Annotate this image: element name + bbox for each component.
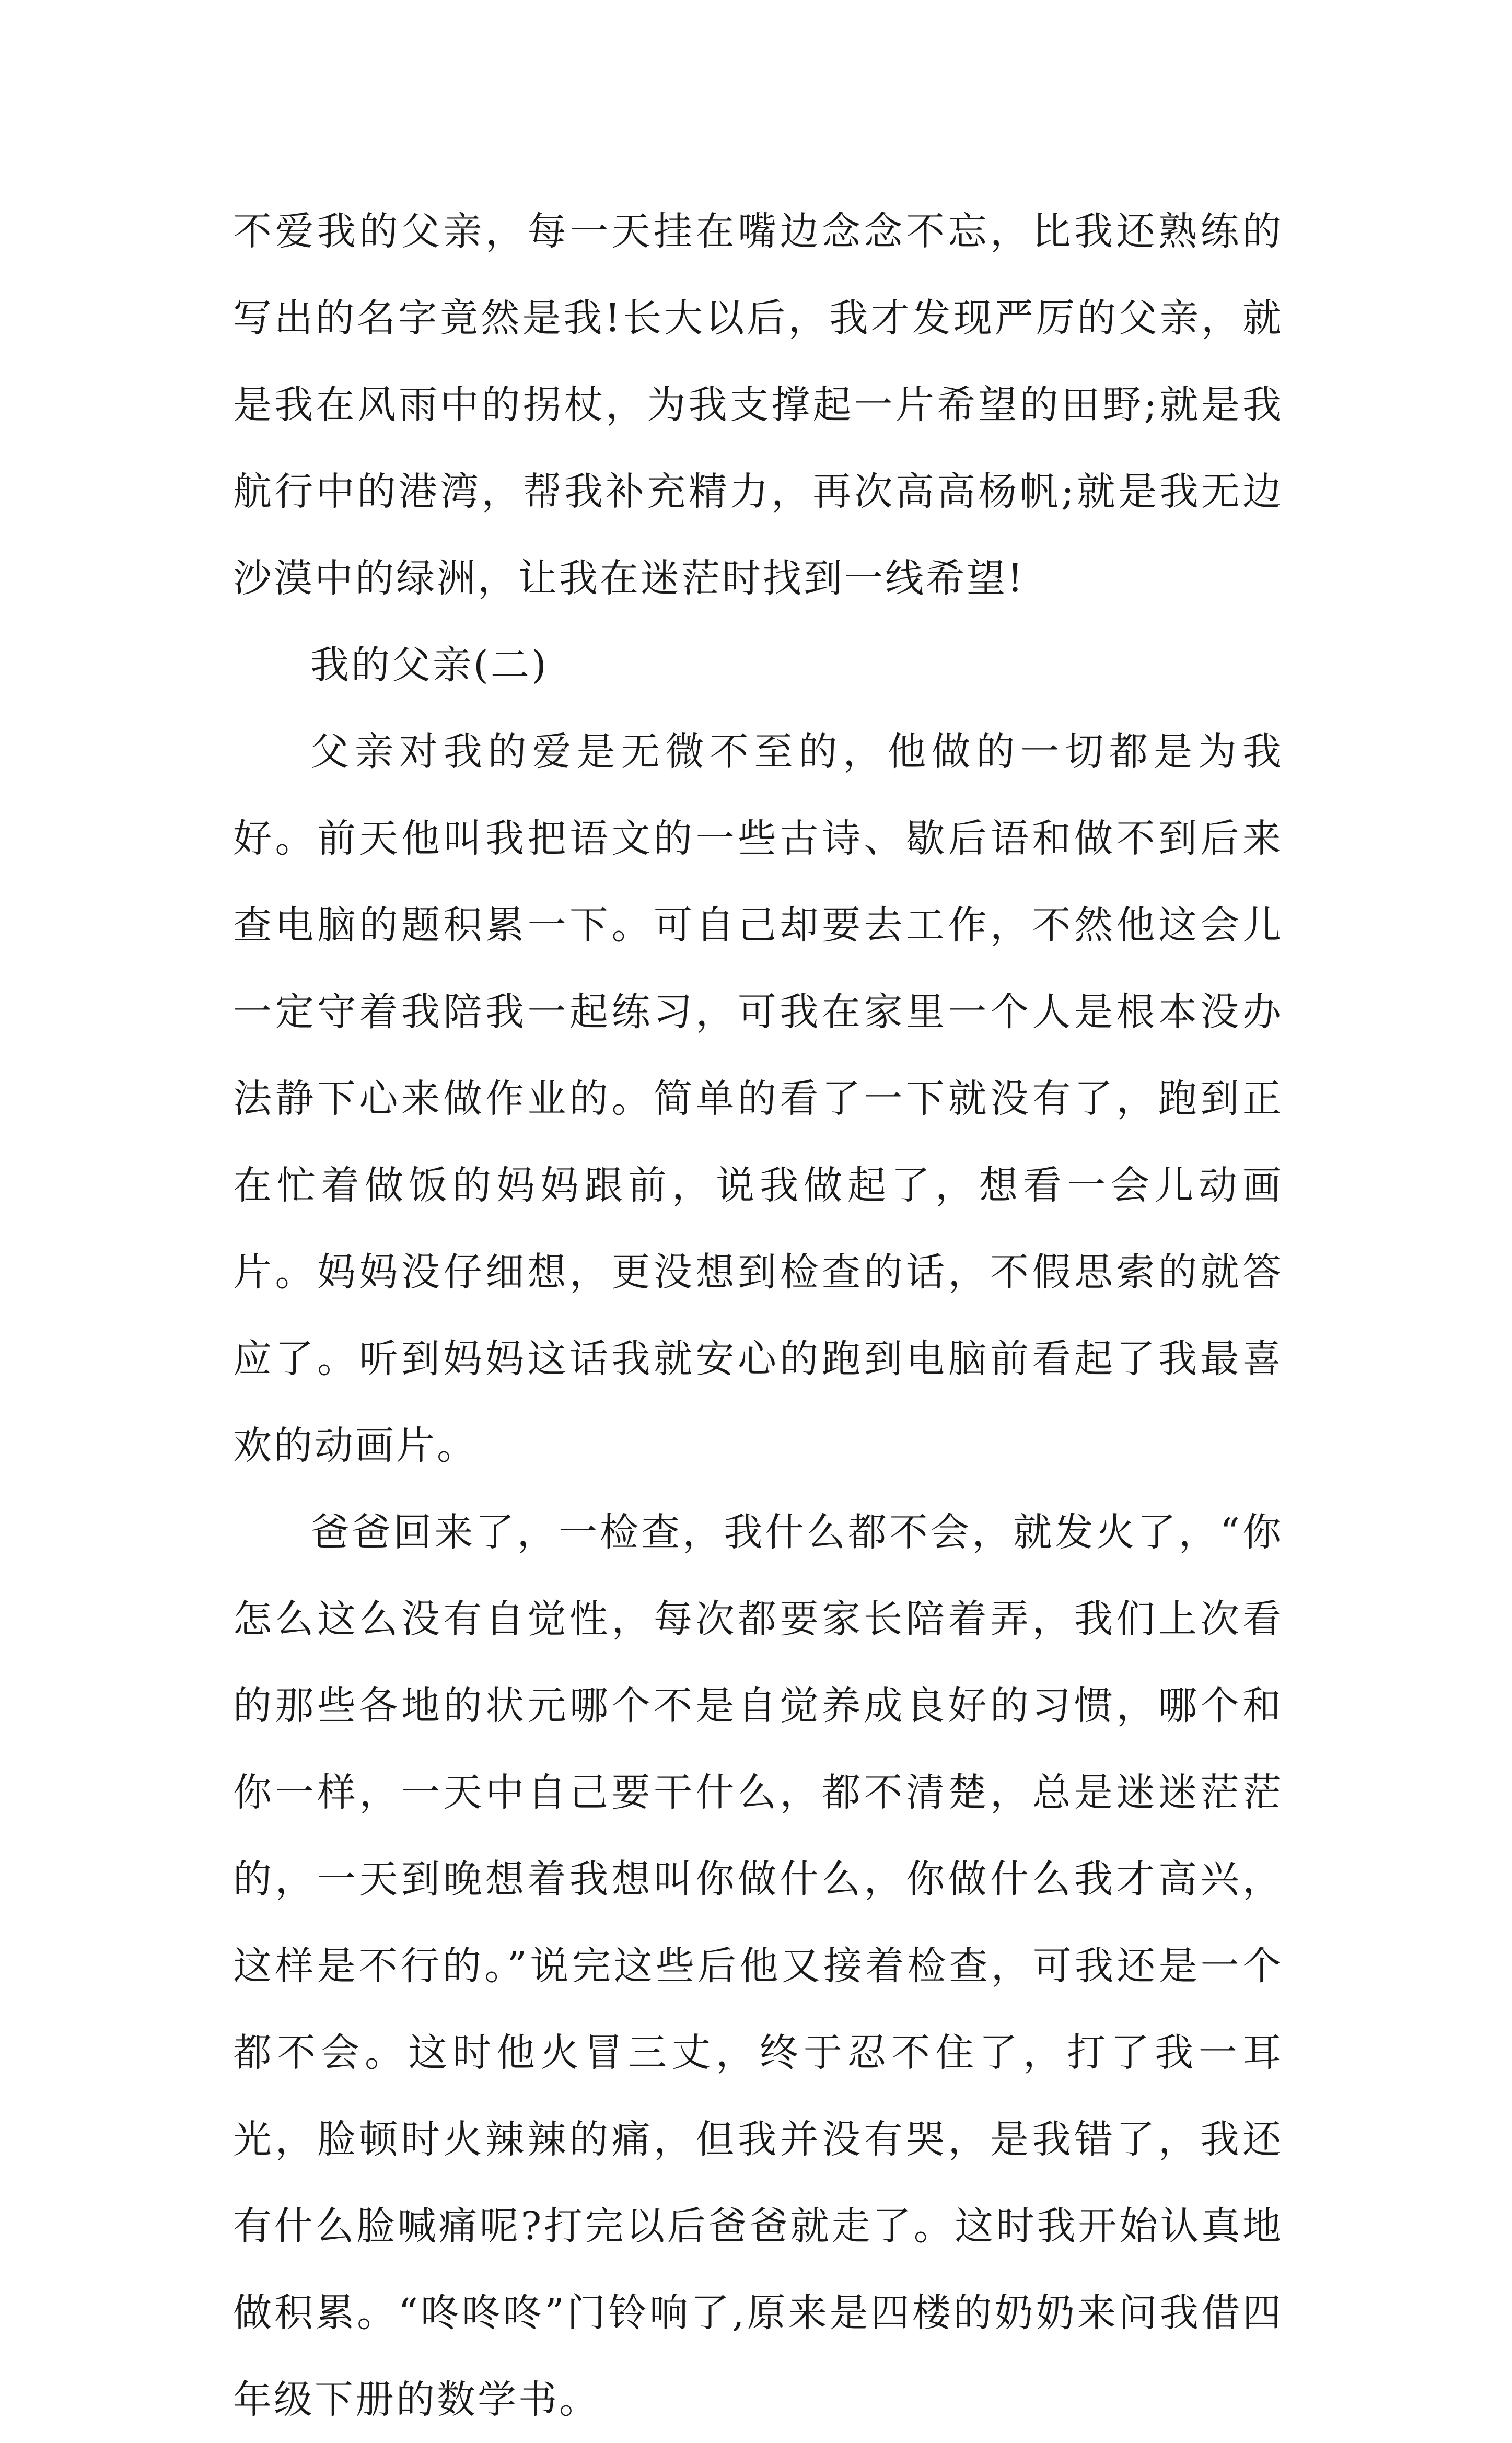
document-body	[233, 188, 1283, 2443]
paragraph-1: 不爱我的父亲，每一天挂在嘴边念念不忘，比我还熟练的写出的名字竟然是我!长大以后，我才发现严厉的父亲，就是我在风雨中的拐杖，为我支撑起一片希望的田野;就是我航行中的港湾，帮我补充精力，再次高高杨帆;就是我无边沙漠中的绿洲，让我在迷茫时找到一线希望!	[233, 209, 1283, 601]
paragraph-4: 爸爸回来了，一检查，我什么都不会，就发火了，“你怎么这么没有自觉性，每次都要家长陪着弄，我们上次看的那些各地的状元哪个不是自觉养成良好的习惯，哪个和你一样，一天中自己要干什么，都不清楚，总是迷迷茫茫的，一天到晚想着我想叫你做什么，你做什么我才高兴，这样是不行的。”说完这些后他又接着检查，可我还是一个都不会。这时他火冒三丈，终于忍不住了，打了我一耳光，脸顿时火辣辣的痛，但我并没有哭，是我错了，我还有什么脸喊痛呢?打完以后爸爸就走了。这时我开始认真地做积累。“咚咚咚”门铃响了,原来是四楼的奶奶来问我借四年级下册的数学书。	[233, 1510, 1283, 2422]
section-heading: 我的父亲(二)	[310, 643, 549, 688]
paragraph-3: 父亲对我的爱是无微不至的，他做的一切都是为我好。前天他叫我把语文的一些古诗、歇后语和做不到后来查电脑的题积累一下。可自己却要去工作，不然他这会儿一定守着我陪我一起练习，可我在家里一个人是根本没办法静下心来做作业的。简单的看了一下就没有了，跑到正在忙着做饭的妈妈跟前，说我做起了，想看一会儿动画片。妈妈没仔细想，更没想到检查的话，不假思索的就答应了。听到妈妈这话我就安心的跑到电脑前看起了我最喜欢的动画片。	[233, 729, 1283, 1468]
